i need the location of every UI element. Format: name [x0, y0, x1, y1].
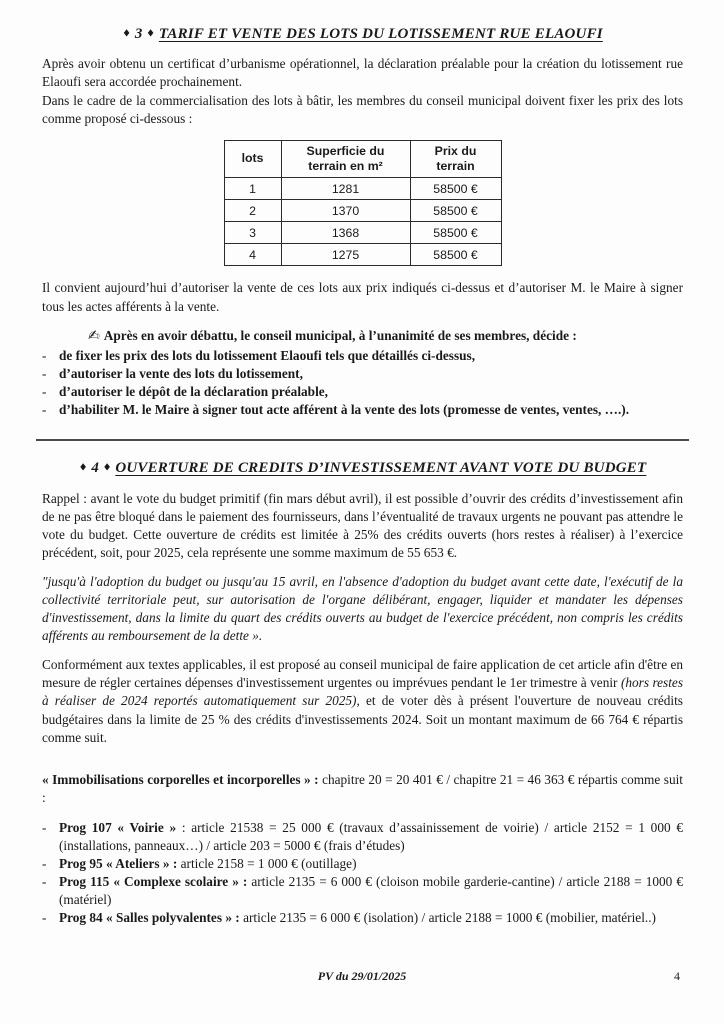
list-item	[42, 909, 683, 927]
decision-item-text: d’autoriser le dépôt de la déclaration préalable,	[59, 383, 328, 399]
list-item	[42, 383, 683, 401]
list-item	[42, 855, 683, 873]
footer-page-number: 4	[674, 969, 680, 983]
cell-prix: 58500 €	[410, 244, 501, 266]
writing-hand-icon: ✍	[88, 327, 100, 344]
section-4-title: OUVERTURE DE CREDITS D’INVESTISSEMENT AVANT VOTE DU BUDGET	[115, 460, 647, 477]
section-3-title: TARIF ET VENTE DES LOTS DU LOTISSEMENT RUE ELAOUFI	[158, 26, 603, 42]
cell-prix: 58500 €	[410, 222, 501, 244]
section-3-paragraph-2: Dans le cadre de la commercialisation des lots à bâtir, les membres du conseil municipal doivent fixer les prix des lots comme proposé ci-dessous :	[42, 92, 683, 126]
dash-bullet: -	[42, 347, 47, 363]
footer-document-label: PV du 29/01/2025	[317, 969, 407, 983]
conformement-italic: (hors restes à réaliser de 2024 reportés automatiquement sur 2025)	[42, 675, 683, 709]
table-row	[224, 244, 501, 266]
prog-item-rest: article 2135 = 6 000 € (cloison mobile garderie-cantine) / article 2188 = 1000 € (matériel)	[59, 874, 683, 908]
page-footer	[0, 968, 724, 984]
table-row	[224, 222, 501, 244]
list-item	[42, 873, 683, 909]
cell-superficie: 1368	[281, 222, 410, 244]
prog-item-rest: article 2158 = 1 000 € (outillage)	[177, 856, 357, 872]
prog-item-lead: Prog 115 « Complexe scolaire » :	[59, 874, 248, 890]
decision-item-text: de fixer les prix des lots du lotissement Elaoufi tels que détaillés ci-dessus,	[59, 347, 476, 363]
diamond-icon: ♦	[78, 462, 88, 474]
dash-bullet: -	[42, 401, 47, 417]
cell-superficie: 1281	[281, 178, 410, 200]
decision-list	[42, 347, 683, 419]
rappel-paragraph: Rappel : avant le vote du budget primitif (fin mars début avril), il est possible d’ouvrir des crédits d’investissement afin de ne pas être bloqué dans le paiement des fournisseurs, dans l’éventualité de travaux urgents ne pouvant pas attendre le vote du budget. Cette ouverture de crédits est limitée à 25% des crédits ouverts (hors restes à réaliser) à l’exercice précédent, soit, pour 2025, cela représente une somme maximum de 55 653 €.	[42, 490, 683, 560]
table-row	[224, 200, 501, 222]
diamond-icon: ♦	[102, 462, 112, 474]
prog-item-rest: : article 21538 = 25 000 € (travaux d’assainissement de voirie) / article 2152 = 1 000 € (installations, panneaux…) / article 203 = 5000 € (frais d’études)	[59, 819, 683, 853]
section-4-heading	[42, 458, 683, 478]
prog-list	[42, 819, 683, 927]
diamond-icon: ♦	[146, 28, 156, 40]
section-3-heading	[42, 24, 683, 44]
list-item	[42, 401, 683, 419]
section-3-number: 3	[134, 26, 143, 42]
list-item	[42, 819, 683, 855]
column-header-superficie: Superficie du terrain en m²	[281, 140, 410, 178]
conformement-part1: Conformément aux textes applicables, il est proposé au conseil municipal de faire application de cet article afin d'être en mesure de régler certaines dépenses d'investissement urgentes ou imprévues pendant le 1er trimestre à venir	[42, 657, 683, 691]
prog-item-text	[59, 909, 683, 927]
dash-bullet: -	[42, 819, 47, 835]
cell-lot: 3	[224, 222, 281, 244]
column-header-lots: lots	[224, 140, 281, 178]
decision-intro-text: Après en avoir débattu, le conseil municipal, à l’unanimité de ses membres, décide :	[103, 327, 577, 343]
decision-item-text: d’autoriser la vente des lots du lotissement,	[59, 365, 303, 381]
cell-superficie: 1275	[281, 244, 410, 266]
dash-bullet: -	[42, 874, 47, 890]
list-item	[42, 347, 683, 365]
prog-item-text	[59, 819, 683, 855]
column-header-prix: Prix du terrain	[410, 140, 501, 178]
prog-item-text	[59, 855, 683, 873]
cell-superficie: 1370	[281, 200, 410, 222]
decision-intro	[42, 327, 683, 346]
section-4-number: 4	[91, 460, 99, 477]
legal-quote-paragraph: "jusqu'à l'adoption du budget ou jusqu'au 15 avril, en l'absence d'adoption du budget avant cette date, l'exécutif de la collectivité territoriale peut, sur autorisation de l'organe délibérant, engager, liquider et mandater les dépenses d'investissement, dans la limite du quart des crédits ouverts au budget de l'exercice précédent, non compris les crédits afférents au remboursement de la dette ».	[42, 574, 683, 644]
section-3-paragraph-3: Il convient aujourd’hui d’autoriser la vente de ces lots aux prix indiqués ci-dessus et d’autoriser M. le Maire à signer tous les actes afférents à la vente.	[42, 280, 683, 314]
prog-item-text	[59, 873, 683, 909]
cell-lot: 4	[224, 244, 281, 266]
cell-lot: 2	[224, 200, 281, 222]
diamond-icon: ♦	[122, 28, 132, 40]
immobilisations-paragraph	[42, 771, 683, 807]
dash-bullet: -	[42, 365, 47, 381]
immobilisations-lead: « Immobilisations corporelles et incorporelles » :	[42, 771, 319, 787]
section-divider	[36, 439, 689, 441]
prog-item-lead: Prog 95 « Ateliers » :	[59, 856, 178, 872]
immobilisations-rest: chapitre 20 = 20 401 € / chapitre 21 = 46 363 € répartis comme suit :	[42, 771, 683, 805]
decision-item-text: d’habiliter M. le Maire à signer tout acte afférent à la vente des lots (promesse de ventes, ventes, ….).	[59, 401, 630, 417]
prog-item-rest: article 2135 = 6 000 € (isolation) / article 2188 = 1000 € (mobilier, matériel..)	[239, 910, 656, 926]
table-header	[224, 140, 501, 178]
table-row	[224, 178, 501, 200]
prog-item-lead: Prog 84 « Salles polyvalentes » :	[59, 910, 240, 926]
list-item	[42, 365, 683, 383]
cell-prix: 58500 €	[410, 200, 501, 222]
cell-prix: 58500 €	[410, 178, 501, 200]
conformement-part2: , et de voter dès à présent l'ouverture de nouveau crédits budgétaires dans la limite de 25 % des crédits d'investissements 2024. Soit un montant maximum de 66 764 € répartis comme suit.	[42, 693, 683, 745]
dash-bullet: -	[42, 856, 47, 872]
section-3-paragraph-1: Après avoir obtenu un certificat d’urbanisme opérationnel, la déclaration préalable pour la création du lotissement rue Elaoufi sera accordée prochainement.	[42, 56, 683, 90]
lots-price-table	[224, 140, 502, 267]
dash-bullet: -	[42, 910, 47, 926]
prog-item-lead: Prog 107 « Voirie »	[59, 819, 177, 835]
cell-lot: 1	[224, 178, 281, 200]
conformement-paragraph	[42, 656, 683, 746]
dash-bullet: -	[42, 383, 47, 399]
